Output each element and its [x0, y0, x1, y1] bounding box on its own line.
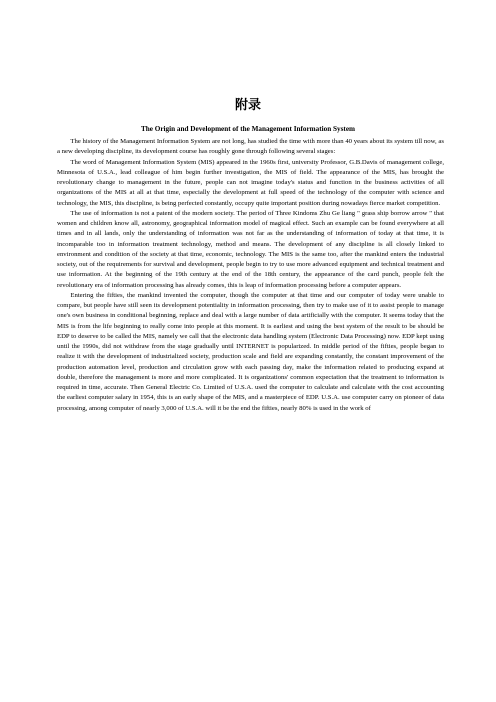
paragraph: The history of the Management Information System are not long, has studied the time with more than 40 years about its system till now, as a new developing discipline, its development course has roughly gone through following several stages: [57, 138, 444, 156]
appendix-heading: 附录 [234, 98, 261, 113]
paragraph: Entering the fifties, the mankind invented the computer, though the computer at that time and our computer of today were unable to compare, but people have still seen its development potentiality in information processing, then try to make use of it to assist people to manage one's own business in conditional beginning, replace and deal with a large number of data artificially with the computer. It seems today that the MIS is from the life beginning to really come into people at this moment. It is earliest and using the best system of the result to be should be EDP to deserve to be called the MIS, namely we call that the electronic data handling system (Electronic Data Processing) now. EDP kept using until the 1990s, did not withdraw from the stage gradually until INTERNET is popularized. In middle period of the fifties, people began to realize it with the development of industrialized society, production scale and field are expanding constantly, the constant improvement of the production automation level, production and circulation grow with each passing day, make the information related to producing expand at double, therefore the management is more and more complicated. It is organizations' common expectation that the treatment to information is required in time, accurate. Then General Electric Co. Limited of U.S.A. used the computer to calculate and calculate with the cost accounting the earliest computer salary in 1954, this is an early shape of the MIS, and a masterpiece of EDP. U.S.A. use computer carry on pioneer of data processing, among computer of nearly 3,000 of U.S.A. will it be the end the fifties, nearly 80% is used in the work of [57, 291, 444, 412]
paragraph: The word of Management Information System (MIS) appeared in the 1960s first, university Professor, G.B.Davis of management college, Minnesota of U.S.A., lead colleague of him begin further investigation, the MIS of field. The appearance of the MIS, has brought the revolutionary change to management in the future, people can not imagine today's status and function in the business activities of all organizations of the MIS at all at that time, especially the development at full speed of the technology of the computer with science and technology, the MIS, this discipline, is being perfected constantly, occupy quite important position during nowadays fierce market competition. [57, 158, 444, 207]
article-body [57, 137, 444, 414]
paragraph: The use of information is not a patent of the modern society. The period of Three Kindoms Zhu Ge liang " grass ship borrow arrow " that women and children know all, astronomy, geographical information model of magical effect. Such an example can be found everywhere at all times and in all lands, only the understanding of information was not far as the understanding of information of today at that time, it is incomparable too in information treatment technology, method and means. The development of any discipline is all closely linked to environment and condition of the society at that time, economic, technology. The MIS is the same too, after the mankind enters the industrial society, out of the requirements for survival and development, people begin to try to use more advanced equipment and technical treatment and use information. At the beginning of the 19th century at the end of the 18th century, the appearance of the card punch, people felt the revolutionary era of information processing has already comes, this is leap of information processing before a computer appears. [57, 209, 444, 289]
article-title: The Origin and Development of the Management Information System [140, 125, 355, 133]
